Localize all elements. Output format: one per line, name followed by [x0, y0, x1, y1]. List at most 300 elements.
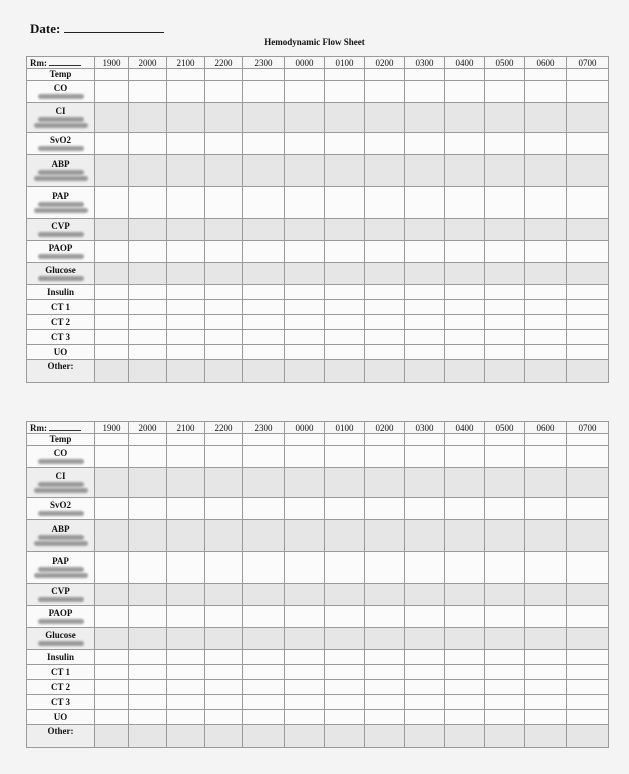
entry-cell[interactable] — [485, 315, 525, 330]
entry-cell[interactable] — [525, 680, 567, 695]
room-label[interactable]: Rm: — [27, 422, 95, 434]
entry-cell[interactable] — [205, 345, 243, 360]
entry-cell[interactable] — [243, 552, 285, 584]
entry-cell[interactable] — [525, 360, 567, 383]
entry-cell[interactable] — [167, 263, 205, 285]
entry-cell[interactable] — [365, 628, 405, 650]
entry-cell[interactable] — [243, 606, 285, 628]
entry-cell[interactable] — [567, 241, 609, 263]
entry-cell[interactable] — [485, 446, 525, 468]
entry-cell[interactable] — [205, 69, 243, 81]
entry-cell[interactable] — [325, 81, 365, 103]
entry-cell[interactable] — [205, 434, 243, 446]
entry-cell[interactable] — [365, 330, 405, 345]
entry-cell[interactable] — [405, 133, 445, 155]
entry-cell[interactable] — [285, 345, 325, 360]
entry-cell[interactable] — [205, 584, 243, 606]
entry-cell[interactable] — [525, 187, 567, 219]
entry-cell[interactable] — [243, 315, 285, 330]
entry-cell[interactable] — [167, 155, 205, 187]
entry-cell[interactable] — [325, 263, 365, 285]
entry-cell[interactable] — [405, 360, 445, 383]
entry-cell[interactable] — [167, 665, 205, 680]
entry-cell[interactable] — [205, 695, 243, 710]
entry-cell[interactable] — [129, 446, 167, 468]
entry-cell[interactable] — [285, 330, 325, 345]
entry-cell[interactable] — [445, 69, 485, 81]
entry-cell[interactable] — [129, 241, 167, 263]
entry-cell[interactable] — [95, 710, 129, 725]
entry-cell[interactable] — [243, 81, 285, 103]
entry-cell[interactable] — [567, 552, 609, 584]
entry-cell[interactable] — [325, 725, 365, 748]
entry-cell[interactable] — [405, 680, 445, 695]
entry-cell[interactable] — [445, 285, 485, 300]
entry-cell[interactable] — [567, 434, 609, 446]
entry-cell[interactable] — [205, 133, 243, 155]
entry-cell[interactable] — [325, 300, 365, 315]
entry-cell[interactable] — [129, 155, 167, 187]
entry-cell[interactable] — [243, 725, 285, 748]
entry-cell[interactable] — [567, 330, 609, 345]
entry-cell[interactable] — [129, 628, 167, 650]
entry-cell[interactable] — [129, 498, 167, 520]
entry-cell[interactable] — [205, 446, 243, 468]
entry-cell[interactable] — [485, 360, 525, 383]
entry-cell[interactable] — [285, 219, 325, 241]
entry-cell[interactable] — [525, 468, 567, 498]
entry-cell[interactable] — [95, 187, 129, 219]
entry-cell[interactable] — [167, 300, 205, 315]
entry-cell[interactable] — [445, 187, 485, 219]
entry-cell[interactable] — [485, 695, 525, 710]
entry-cell[interactable] — [365, 315, 405, 330]
entry-cell[interactable] — [445, 81, 485, 103]
entry-cell[interactable] — [285, 606, 325, 628]
entry-cell[interactable] — [525, 520, 567, 552]
entry-cell[interactable] — [325, 606, 365, 628]
entry-cell[interactable] — [445, 665, 485, 680]
entry-cell[interactable] — [485, 520, 525, 552]
entry-cell[interactable] — [205, 330, 243, 345]
entry-cell[interactable] — [285, 69, 325, 81]
entry-cell[interactable] — [365, 81, 405, 103]
entry-cell[interactable] — [167, 219, 205, 241]
entry-cell[interactable] — [525, 552, 567, 584]
entry-cell[interactable] — [205, 241, 243, 263]
entry-cell[interactable] — [525, 285, 567, 300]
entry-cell[interactable] — [95, 133, 129, 155]
entry-cell[interactable] — [485, 680, 525, 695]
entry-cell[interactable] — [205, 360, 243, 383]
entry-cell[interactable] — [129, 584, 167, 606]
entry-cell[interactable] — [485, 263, 525, 285]
entry-cell[interactable] — [485, 103, 525, 133]
entry-cell[interactable] — [365, 263, 405, 285]
entry-cell[interactable] — [567, 628, 609, 650]
entry-cell[interactable] — [325, 650, 365, 665]
entry-cell[interactable] — [167, 520, 205, 552]
entry-cell[interactable] — [325, 360, 365, 383]
entry-cell[interactable] — [365, 584, 405, 606]
entry-cell[interactable] — [285, 552, 325, 584]
entry-cell[interactable] — [205, 725, 243, 748]
entry-cell[interactable] — [285, 81, 325, 103]
entry-cell[interactable] — [285, 241, 325, 263]
entry-cell[interactable] — [525, 241, 567, 263]
entry-cell[interactable] — [525, 584, 567, 606]
entry-cell[interactable] — [365, 498, 405, 520]
entry-cell[interactable] — [485, 628, 525, 650]
entry-cell[interactable] — [525, 710, 567, 725]
entry-cell[interactable] — [445, 241, 485, 263]
entry-cell[interactable] — [405, 187, 445, 219]
entry-cell[interactable] — [243, 285, 285, 300]
entry-cell[interactable] — [285, 133, 325, 155]
entry-cell[interactable] — [567, 584, 609, 606]
entry-cell[interactable] — [325, 69, 365, 81]
entry-cell[interactable] — [129, 434, 167, 446]
entry-cell[interactable] — [365, 187, 405, 219]
entry-cell[interactable] — [567, 520, 609, 552]
entry-cell[interactable] — [243, 345, 285, 360]
entry-cell[interactable] — [205, 315, 243, 330]
entry-cell[interactable] — [325, 345, 365, 360]
entry-cell[interactable] — [405, 69, 445, 81]
entry-cell[interactable] — [567, 219, 609, 241]
entry-cell[interactable] — [485, 241, 525, 263]
entry-cell[interactable] — [525, 628, 567, 650]
entry-cell[interactable] — [243, 520, 285, 552]
entry-cell[interactable] — [365, 710, 405, 725]
entry-cell[interactable] — [445, 446, 485, 468]
entry-cell[interactable] — [567, 468, 609, 498]
entry-cell[interactable] — [365, 103, 405, 133]
entry-cell[interactable] — [405, 584, 445, 606]
entry-cell[interactable] — [485, 468, 525, 498]
entry-cell[interactable] — [485, 345, 525, 360]
entry-cell[interactable] — [365, 300, 405, 315]
entry-cell[interactable] — [365, 219, 405, 241]
entry-cell[interactable] — [167, 552, 205, 584]
entry-cell[interactable] — [567, 187, 609, 219]
entry-cell[interactable] — [167, 315, 205, 330]
entry-cell[interactable] — [325, 710, 365, 725]
entry-cell[interactable] — [129, 300, 167, 315]
entry-cell[interactable] — [243, 187, 285, 219]
entry-cell[interactable] — [167, 81, 205, 103]
entry-cell[interactable] — [405, 695, 445, 710]
entry-cell[interactable] — [205, 520, 243, 552]
entry-cell[interactable] — [445, 628, 485, 650]
entry-cell[interactable] — [167, 434, 205, 446]
entry-cell[interactable] — [285, 300, 325, 315]
entry-cell[interactable] — [405, 263, 445, 285]
entry-cell[interactable] — [365, 345, 405, 360]
entry-cell[interactable] — [567, 680, 609, 695]
entry-cell[interactable] — [95, 103, 129, 133]
entry-cell[interactable] — [285, 665, 325, 680]
entry-cell[interactable] — [445, 468, 485, 498]
entry-cell[interactable] — [95, 300, 129, 315]
entry-cell[interactable] — [167, 695, 205, 710]
entry-cell[interactable] — [167, 628, 205, 650]
entry-cell[interactable] — [285, 187, 325, 219]
entry-cell[interactable] — [325, 285, 365, 300]
entry-cell[interactable] — [445, 725, 485, 748]
entry-cell[interactable] — [405, 552, 445, 584]
entry-cell[interactable] — [129, 360, 167, 383]
entry-cell[interactable] — [243, 103, 285, 133]
entry-cell[interactable] — [325, 665, 365, 680]
entry-cell[interactable] — [129, 552, 167, 584]
entry-cell[interactable] — [525, 665, 567, 680]
entry-cell[interactable] — [445, 552, 485, 584]
entry-cell[interactable] — [405, 606, 445, 628]
entry-cell[interactable] — [525, 446, 567, 468]
entry-cell[interactable] — [485, 81, 525, 103]
entry-cell[interactable] — [243, 360, 285, 383]
entry-cell[interactable] — [167, 446, 205, 468]
entry-cell[interactable] — [243, 155, 285, 187]
entry-cell[interactable] — [243, 584, 285, 606]
entry-cell[interactable] — [325, 315, 365, 330]
entry-cell[interactable] — [485, 498, 525, 520]
entry-cell[interactable] — [167, 680, 205, 695]
entry-cell[interactable] — [445, 606, 485, 628]
entry-cell[interactable] — [167, 725, 205, 748]
entry-cell[interactable] — [243, 650, 285, 665]
entry-cell[interactable] — [525, 133, 567, 155]
entry-cell[interactable] — [405, 315, 445, 330]
entry-cell[interactable] — [405, 628, 445, 650]
entry-cell[interactable] — [205, 103, 243, 133]
entry-cell[interactable] — [525, 330, 567, 345]
entry-cell[interactable] — [525, 263, 567, 285]
entry-cell[interactable] — [485, 285, 525, 300]
entry-cell[interactable] — [285, 446, 325, 468]
entry-cell[interactable] — [485, 69, 525, 81]
entry-cell[interactable] — [243, 300, 285, 315]
entry-cell[interactable] — [485, 584, 525, 606]
entry-cell[interactable] — [567, 695, 609, 710]
entry-cell[interactable] — [365, 285, 405, 300]
entry-cell[interactable] — [525, 81, 567, 103]
entry-cell[interactable] — [205, 710, 243, 725]
entry-cell[interactable] — [129, 330, 167, 345]
entry-cell[interactable] — [445, 498, 485, 520]
entry-cell[interactable] — [205, 665, 243, 680]
entry-cell[interactable] — [405, 300, 445, 315]
entry-cell[interactable] — [325, 520, 365, 552]
entry-cell[interactable] — [95, 725, 129, 748]
entry-cell[interactable] — [445, 710, 485, 725]
entry-cell[interactable] — [95, 498, 129, 520]
entry-cell[interactable] — [95, 584, 129, 606]
entry-cell[interactable] — [567, 155, 609, 187]
entry-cell[interactable] — [405, 219, 445, 241]
entry-cell[interactable] — [205, 680, 243, 695]
entry-cell[interactable] — [325, 680, 365, 695]
entry-cell[interactable] — [405, 241, 445, 263]
entry-cell[interactable] — [129, 133, 167, 155]
entry-cell[interactable] — [243, 330, 285, 345]
entry-cell[interactable] — [129, 69, 167, 81]
entry-cell[interactable] — [567, 103, 609, 133]
entry-cell[interactable] — [243, 446, 285, 468]
entry-cell[interactable] — [285, 695, 325, 710]
entry-cell[interactable] — [325, 133, 365, 155]
date-blank-line[interactable] — [64, 20, 164, 33]
entry-cell[interactable] — [325, 695, 365, 710]
entry-cell[interactable] — [243, 241, 285, 263]
entry-cell[interactable] — [129, 695, 167, 710]
entry-cell[interactable] — [129, 665, 167, 680]
entry-cell[interactable] — [95, 606, 129, 628]
entry-cell[interactable] — [325, 628, 365, 650]
entry-cell[interactable] — [243, 263, 285, 285]
entry-cell[interactable] — [325, 330, 365, 345]
entry-cell[interactable] — [243, 219, 285, 241]
entry-cell[interactable] — [325, 468, 365, 498]
entry-cell[interactable] — [325, 434, 365, 446]
entry-cell[interactable] — [405, 155, 445, 187]
entry-cell[interactable] — [405, 520, 445, 552]
entry-cell[interactable] — [567, 446, 609, 468]
entry-cell[interactable] — [365, 434, 405, 446]
entry-cell[interactable] — [445, 330, 485, 345]
entry-cell[interactable] — [205, 300, 243, 315]
entry-cell[interactable] — [365, 520, 405, 552]
entry-cell[interactable] — [285, 155, 325, 187]
entry-cell[interactable] — [567, 665, 609, 680]
entry-cell[interactable] — [243, 665, 285, 680]
entry-cell[interactable] — [285, 584, 325, 606]
entry-cell[interactable] — [167, 187, 205, 219]
entry-cell[interactable] — [567, 81, 609, 103]
entry-cell[interactable] — [365, 69, 405, 81]
entry-cell[interactable] — [167, 285, 205, 300]
entry-cell[interactable] — [167, 103, 205, 133]
entry-cell[interactable] — [243, 695, 285, 710]
entry-cell[interactable] — [485, 155, 525, 187]
entry-cell[interactable] — [325, 498, 365, 520]
entry-cell[interactable] — [205, 606, 243, 628]
entry-cell[interactable] — [485, 187, 525, 219]
entry-cell[interactable] — [567, 710, 609, 725]
entry-cell[interactable] — [405, 285, 445, 300]
entry-cell[interactable] — [285, 650, 325, 665]
entry-cell[interactable] — [365, 725, 405, 748]
entry-cell[interactable] — [445, 103, 485, 133]
entry-cell[interactable] — [95, 520, 129, 552]
entry-cell[interactable] — [167, 330, 205, 345]
entry-cell[interactable] — [129, 315, 167, 330]
entry-cell[interactable] — [445, 315, 485, 330]
entry-cell[interactable] — [485, 650, 525, 665]
entry-cell[interactable] — [405, 330, 445, 345]
entry-cell[interactable] — [485, 606, 525, 628]
entry-cell[interactable] — [95, 650, 129, 665]
entry-cell[interactable] — [167, 498, 205, 520]
entry-cell[interactable] — [445, 520, 485, 552]
entry-cell[interactable] — [485, 219, 525, 241]
entry-cell[interactable] — [205, 219, 243, 241]
entry-cell[interactable] — [129, 606, 167, 628]
entry-cell[interactable] — [167, 710, 205, 725]
entry-cell[interactable] — [95, 680, 129, 695]
entry-cell[interactable] — [167, 606, 205, 628]
entry-cell[interactable] — [167, 584, 205, 606]
entry-cell[interactable] — [365, 665, 405, 680]
entry-cell[interactable] — [525, 498, 567, 520]
entry-cell[interactable] — [567, 360, 609, 383]
entry-cell[interactable] — [567, 263, 609, 285]
entry-cell[interactable] — [567, 285, 609, 300]
entry-cell[interactable] — [285, 680, 325, 695]
entry-cell[interactable] — [405, 725, 445, 748]
entry-cell[interactable] — [325, 155, 365, 187]
entry-cell[interactable] — [205, 628, 243, 650]
entry-cell[interactable] — [365, 680, 405, 695]
entry-cell[interactable] — [243, 628, 285, 650]
entry-cell[interactable] — [485, 552, 525, 584]
entry-cell[interactable] — [567, 650, 609, 665]
entry-cell[interactable] — [95, 69, 129, 81]
entry-cell[interactable] — [167, 133, 205, 155]
entry-cell[interactable] — [205, 498, 243, 520]
entry-cell[interactable] — [325, 446, 365, 468]
entry-cell[interactable] — [445, 300, 485, 315]
entry-cell[interactable] — [167, 345, 205, 360]
entry-cell[interactable] — [365, 468, 405, 498]
entry-cell[interactable] — [567, 133, 609, 155]
entry-cell[interactable] — [567, 69, 609, 81]
entry-cell[interactable] — [525, 345, 567, 360]
entry-cell[interactable] — [485, 725, 525, 748]
entry-cell[interactable] — [365, 155, 405, 187]
entry-cell[interactable] — [485, 710, 525, 725]
entry-cell[interactable] — [129, 468, 167, 498]
entry-cell[interactable] — [167, 69, 205, 81]
entry-cell[interactable] — [485, 300, 525, 315]
entry-cell[interactable] — [129, 710, 167, 725]
entry-cell[interactable] — [129, 520, 167, 552]
entry-cell[interactable] — [405, 665, 445, 680]
entry-cell[interactable] — [485, 133, 525, 155]
entry-cell[interactable] — [205, 155, 243, 187]
entry-cell[interactable] — [205, 468, 243, 498]
entry-cell[interactable] — [325, 187, 365, 219]
entry-cell[interactable] — [95, 345, 129, 360]
entry-cell[interactable] — [405, 81, 445, 103]
entry-cell[interactable] — [445, 345, 485, 360]
entry-cell[interactable] — [167, 241, 205, 263]
entry-cell[interactable] — [95, 219, 129, 241]
entry-cell[interactable] — [95, 263, 129, 285]
entry-cell[interactable] — [243, 710, 285, 725]
entry-cell[interactable] — [405, 468, 445, 498]
entry-cell[interactable] — [365, 695, 405, 710]
entry-cell[interactable] — [243, 498, 285, 520]
entry-cell[interactable] — [365, 360, 405, 383]
entry-cell[interactable] — [525, 315, 567, 330]
entry-cell[interactable] — [445, 219, 485, 241]
entry-cell[interactable] — [405, 103, 445, 133]
entry-cell[interactable] — [129, 725, 167, 748]
entry-cell[interactable] — [167, 360, 205, 383]
entry-cell[interactable] — [567, 725, 609, 748]
